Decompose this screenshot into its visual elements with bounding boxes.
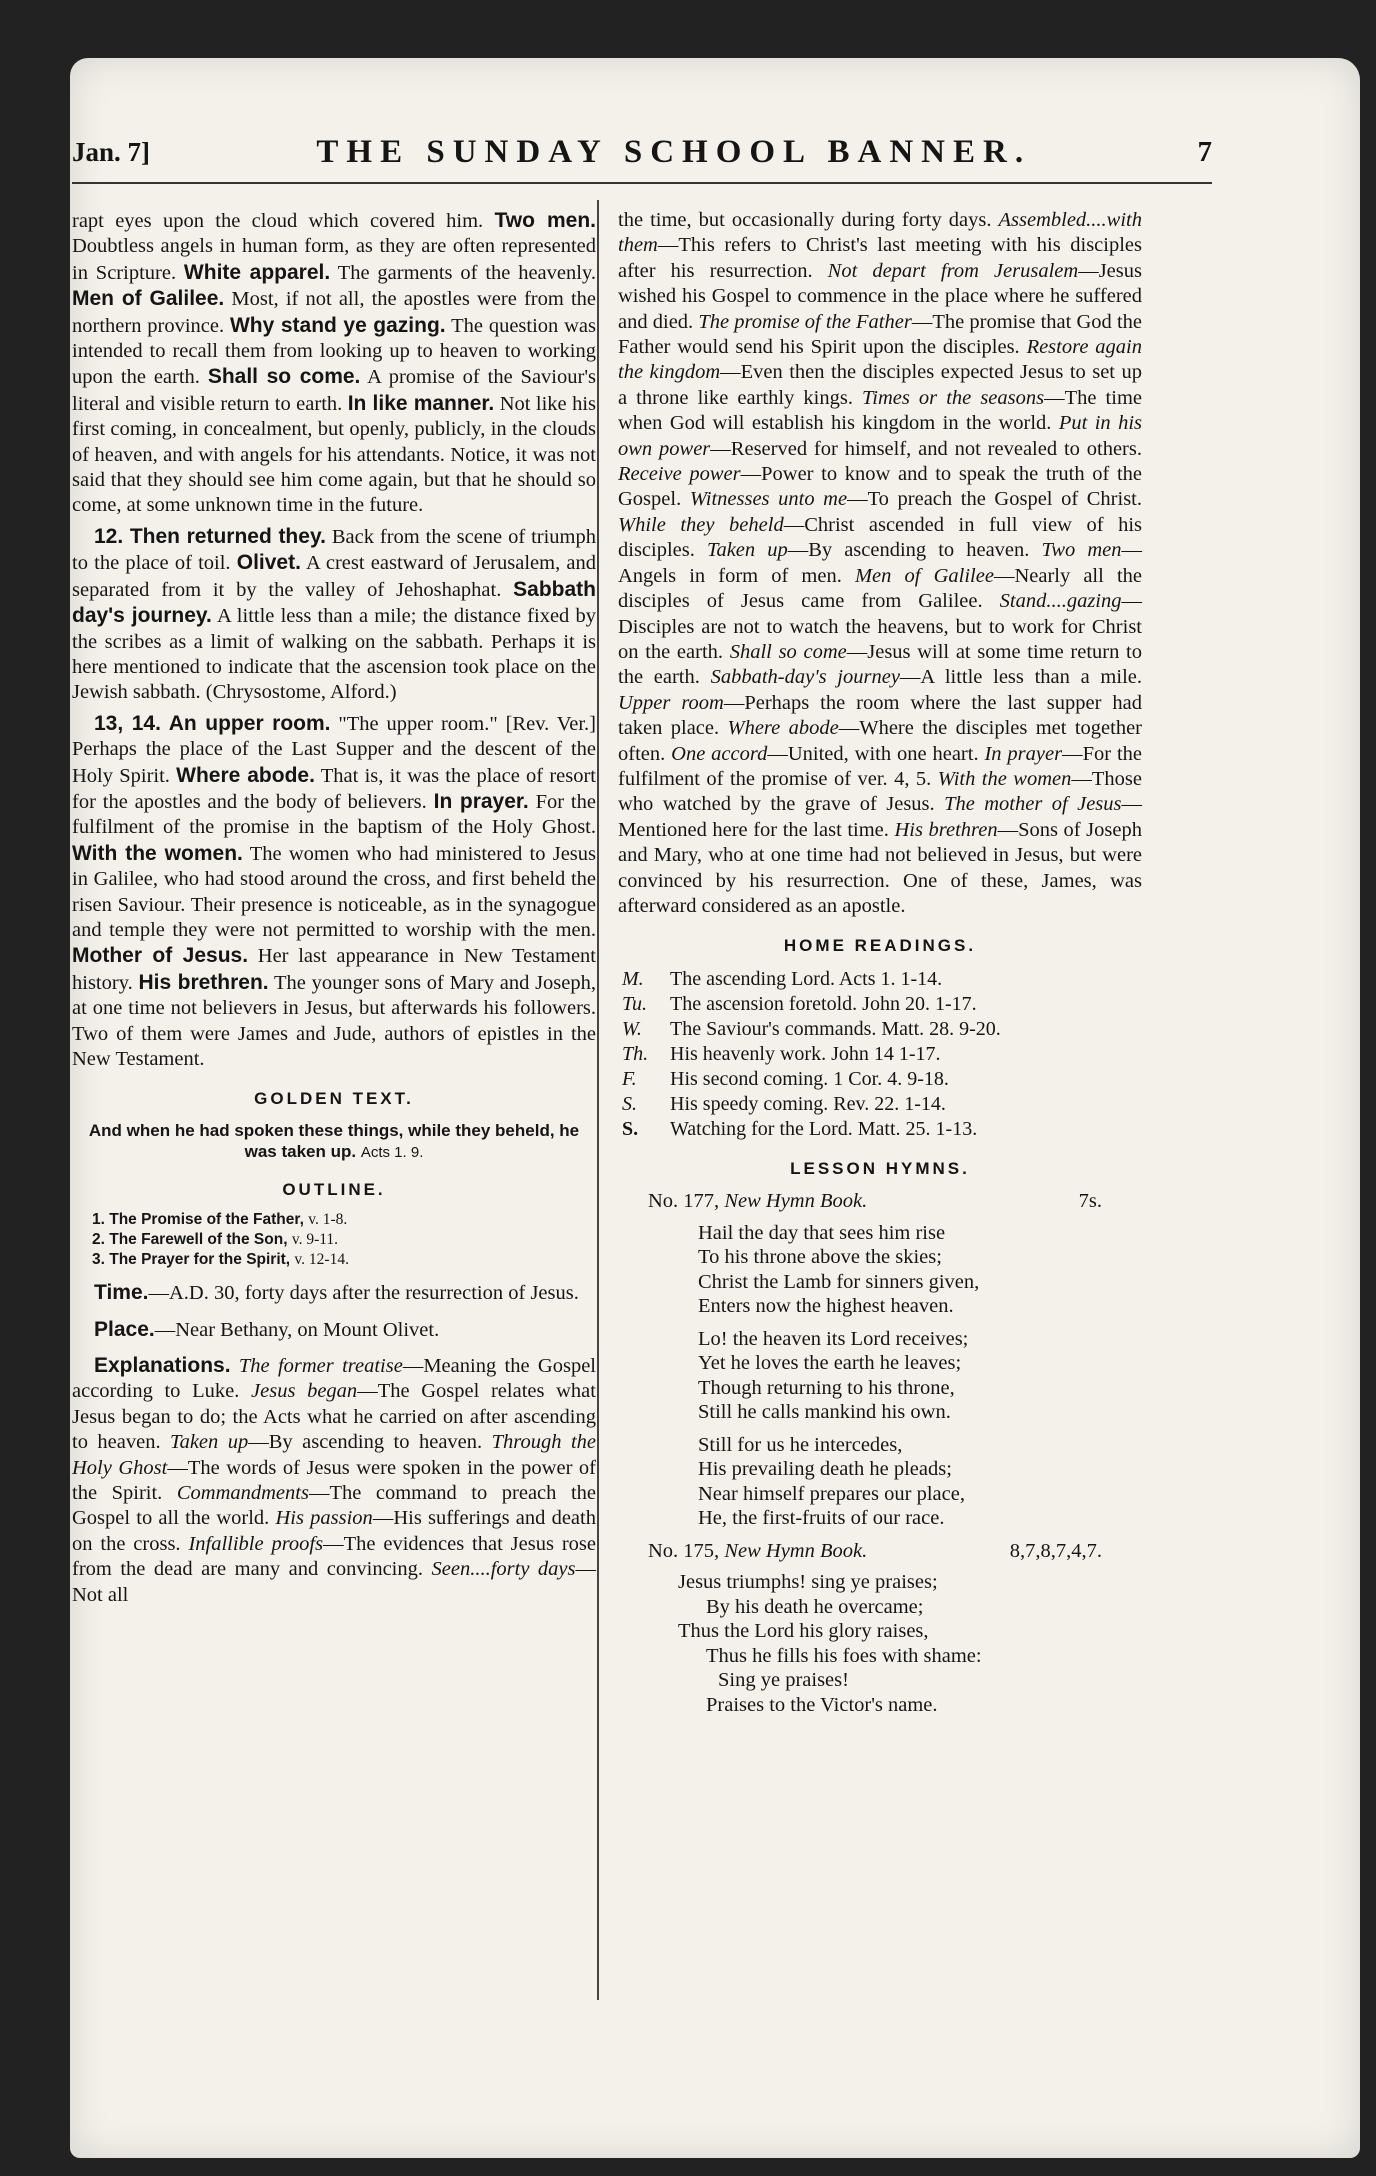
hymn-1-stanza: Lo! the heaven its Lord receives; Yet he loves the earth he leaves; Though returning to his throne, Still he calls mankind his own. — [698, 1327, 969, 1424]
running-header — [72, 122, 1212, 184]
time-paragraph: Time.—A.D. 30, forty days after the resurrection of Jesus. — [94, 1281, 579, 1305]
paragraph-verse-12: 12. Then returned they. Back from the scene of triumph to the place of toil. Olivet. A crest eastward of Jerusalem, and separated from it by the valley of Jehoshaphat. Sabbath day's journey. A little less than a mile; the distance fixed by the scribes as a limit of walking on the sabbath. Perhaps it is here mentioned to indicate that the ascension took place on the Jewish sabbath. (Chrysostome, Alford.) — [72, 524, 596, 704]
outline-item: 3. The Prayer for the Spirit, v. 12-14. — [92, 1251, 349, 1269]
hymn-1-stanza: Still for us he intercedes, His prevailing death he pleads; Near himself prepares our place, He, the first-fruits of our race. — [698, 1433, 965, 1530]
golden-text-heading: GOLDEN TEXT. — [254, 1089, 414, 1109]
header-title: THE SUNDAY SCHOOL BANNER. — [316, 133, 1032, 170]
left-column — [72, 208, 596, 1613]
header-date: Jan. 7] — [72, 136, 151, 167]
outline-item: 1. The Promise of the Father, v. 1-8. — [92, 1211, 348, 1229]
reading-row: Th. His heavenly work. John 14 1-17. — [622, 1042, 941, 1065]
reading-row: S. Watching for the Lord. Matt. 25. 1-13. — [622, 1117, 978, 1140]
hymn-2-header: No. 175, New Hymn Book. 8,7,8,7,4,7. — [648, 1539, 1102, 1562]
explanations-continued: the time, but occasionally during forty days. Assembled....with them—This refers to Christ's last meeting with his disciples after his resurrection. Not depart from Jerusalem—Jesus wished his Gospel to commence in the place where he suffered and died. The promise of the Father—The promise that God the Father would send his Spirit upon the disciples. Restore again the kingdom—Even then the disciples expected Jesus to set up a throne like earthly kings. Times or the seasons—The time when God will establish his kingdom in the world. Put in his own power—Reserved for himself, and not revealed to others. Receive power—Power to know and to speak the truth of the Gospel. Witnesses unto me—To preach the Gospel of Christ. While they beheld—Christ ascended in full view of his disciples. Taken up—By ascending to heaven. Two men—Angels in form of men. Men of Galilee—Nearly all the disciples of Jesus came from Galilee. Stand....gazing—Disciples are not to watch the heavens, but to work for Christ on the earth. Shall so come—Jesus will at some time return to the earth. Sabbath-day's journey—A little less than a mile. Upper room—Perhaps the room where the last supper had taken place. Where abode—Where the disciples met together often. One accord—United, with one heart. In prayer—For the fulfilment of the promise of ver. 4, 5. With the women—Those who watched by the grave of Jesus. The mother of Jesus—Mentioned here for the last time. His brethren—Sons of Joseph and Mary, who at one time had not believed in Jesus, but were convinced by his resurrection. One of these, James, was afterward considered as an apostle. — [618, 209, 1143, 917]
reading-row: F. His second coming. 1 Cor. 4. 9-18. — [622, 1067, 949, 1090]
outline-heading: OUTLINE. — [282, 1179, 386, 1199]
hymn-1-header: No. 177, New Hymn Book. 7s. — [648, 1190, 1102, 1213]
reading-row: W. The Saviour's commands. Matt. 28. 9-20. — [622, 1017, 1001, 1040]
reading-row: M. The ascending Lord. Acts 1. 1-14. — [622, 967, 943, 990]
home-readings-heading: HOME READINGS. — [783, 936, 977, 956]
page-number: 7 — [1197, 135, 1212, 168]
reading-row: S. His speedy coming. Rev. 22. 1-14. — [622, 1092, 946, 1115]
paragraph-verse-10-11: rapt eyes upon the cloud which covered him. Two men. Doubtless angels in human form, as they are often represented in Scripture. White apparel. The garments of the heavenly. Men of Galilee. Most, if not all, the apostles were from the northern province. Why stand ye gazing. The question was intended to recall them from looking up to heaven to working upon the earth. Shall so come. A promise of the Saviour's literal and visible return to earth. In like manner. Not like his first coming, in concealment, but openly, publicly, in the clouds of heaven, and with angels for his attendants. Notice, it was not said that they should see him come again, but that he should so come, at some unknown time in the future. — [72, 209, 597, 517]
golden-text: And when he had spoken these things, while they beheld, he was taken up. Acts 1. 9. — [88, 1120, 580, 1161]
place-paragraph: Place.—Near Bethany, on Mount Olivet. — [94, 1317, 440, 1341]
hymn-1-stanza: Hail the day that sees him rise To his throne above the skies; Christ the Lamb for sinners given, Enters now the highest heaven. — [698, 1221, 980, 1318]
outline-list — [72, 1210, 596, 1270]
column-divider — [597, 200, 599, 2000]
explanations-paragraph: Explanations. The former treatise—Meaning the Gospel according to Luke. Jesus began—The Gospel relates what Jesus began to do; the Acts what he carried on after ascending to heaven. Taken up—By ascending to heaven. Through the Holy Ghost—The words of Jesus were spoken in the power of the Spirit. Commandments—The command to preach the Gospel to all the world. His passion—His sufferings and death on the cross. Infallible proofs—The evidences that Jesus rose from the dead are many and convincing. Seen....forty days—Not all — [72, 1354, 596, 1606]
home-readings-list — [618, 967, 1142, 1142]
paragraph-verse-13-14: 13, 14. An upper room. "The upper room." [Rev. Ver.] Perhaps the place of the Last Supper and the descent of the Holy Spirit. Where abode. That is, it was the place of resort for the apostles and the body of believers. In prayer. For the fulfilment of the promise in the baptism of the Holy Ghost. With the women. The women who had ministered to Jesus in Galilee, who had stood around the cross, and first beheld the risen Saviour. Their presence is noticeable, as in the synagogue and temple they were not permitted to worship with the men. Mother of Jesus. Her last appearance in New Testament history. His brethren. The younger sons of Mary and Joseph, at one time not believers in Jesus, but afterwards his followers. Two of them were James and Jude, authors of epistles in the New Testament. — [72, 711, 597, 1070]
outline-item: 2. The Farewell of the Son, v. 9-11. — [92, 1231, 339, 1249]
right-column — [618, 208, 1142, 1725]
hymn-2-stanza: Jesus triumphs! sing ye praises; By his death he overcame; Thus the Lord his glory raises, Thus he fills his foes with shame: Sing ye praises! Praises to the Victor's name. — [678, 1571, 982, 1716]
lesson-hymns-heading: LESSON HYMNS. — [790, 1158, 970, 1178]
reading-row: Tu. The ascension foretold. John 20. 1-17. — [622, 992, 977, 1015]
